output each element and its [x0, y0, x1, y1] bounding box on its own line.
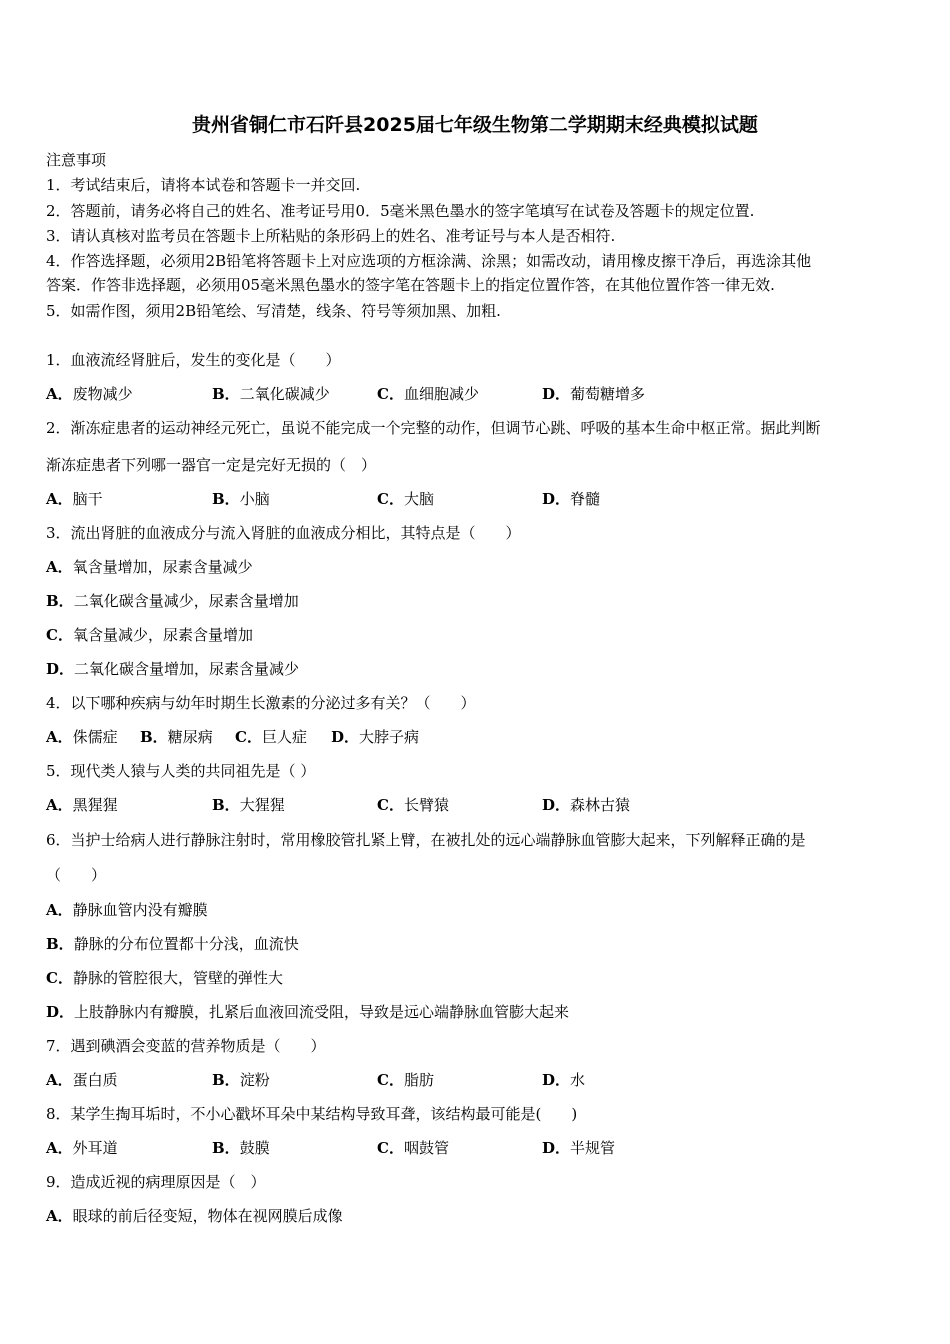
option-b: B．鼓膜	[212, 1139, 270, 1157]
option-c: C．氧含量减少，尿素含量增加	[46, 626, 253, 644]
question-stem: 8．某学生掏耳垢时，不小心戳坏耳朵中某结构导致耳聋，该结构最可能是( )	[46, 1105, 578, 1123]
question-stem: 7．遇到碘酒会变蓝的营养物质是（ ）	[46, 1037, 326, 1055]
notice-item: 1．考试结束后，请将本试卷和答题卡一并交回.	[46, 176, 361, 194]
option-d: D．半规管	[542, 1139, 616, 1157]
notice-heading: 注意事项	[46, 151, 107, 169]
option-a: A．黑猩猩	[46, 796, 118, 814]
question-stem: 6．当护士给病人进行静脉注射时，常用橡胶管扎紧上臂，在被扎处的远心端静脉血管膨大起来，下列解释正确的是	[46, 831, 806, 849]
option-b: B．二氧化碳含量减少，尿素含量增加	[46, 592, 299, 610]
question-stem-continued: 渐冻症患者下列哪一器官一定是完好无损的（ ）	[46, 456, 377, 474]
option-c: C．咽鼓管	[377, 1139, 449, 1157]
option-d: D．森林古猿	[542, 796, 631, 814]
notice-item: 5．如需作图，须用2B铅笔绘、写清楚，线条、符号等须加黑、加粗.	[46, 302, 501, 320]
option-a: A．眼球的前后径变短，物体在视网膜后成像	[46, 1207, 343, 1225]
option-a: A．脑干	[46, 490, 103, 508]
option-a: A．外耳道	[46, 1139, 118, 1157]
option-a: A．静脉血管内没有瓣膜	[46, 901, 208, 919]
question-stem: 2．渐冻症患者的运动神经元死亡，虽说不能完成一个完整的动作，但调节心跳、呼吸的基本生命中枢正常。据此判断	[46, 419, 821, 437]
option-d: D．二氧化碳含量增加，尿素含量减少	[46, 660, 300, 678]
option-b: B．糖尿病	[140, 728, 213, 746]
option-c: C．长臂猿	[377, 796, 449, 814]
option-a: A．废物减少	[46, 385, 133, 403]
option-a: A．侏儒症	[46, 728, 118, 746]
question-stem: 9．造成近视的病理原因是（ ）	[46, 1173, 266, 1191]
option-b: B．静脉的分布位置都十分浅，血流快	[46, 935, 299, 953]
option-a: A．蛋白质	[46, 1071, 118, 1089]
option-d: D．葡萄糖增多	[542, 385, 646, 403]
question-stem: 1．血液流经肾脏后，发生的变化是（ ）	[46, 351, 341, 369]
option-b: B．大猩猩	[212, 796, 285, 814]
question-stem-continued: （ ）	[46, 866, 107, 884]
option-c: C．巨人症	[235, 728, 307, 746]
question-stem: 3．流出肾脏的血液成分与流入肾脏的血液成分相比，其特点是（ ）	[46, 524, 521, 542]
option-b: B．淀粉	[212, 1071, 270, 1089]
option-d: D．大脖子病	[331, 728, 420, 746]
question-stem: 5．现代类人猿与人类的共同祖先是（ ）	[46, 762, 316, 780]
notice-item: 答案．作答非选择题，必须用05毫米黑色墨水的签字笔在答题卡上的指定位置作答，在其他位置作答一律无效.	[46, 276, 775, 294]
question-stem: 4．以下哪种疾病与幼年时期生长激素的分泌过多有关？（ ）	[46, 694, 476, 712]
option-d: D．上肢静脉内有瓣膜，扎紧后血液回流受阻，导致是远心端静脉血管膨大起来	[46, 1003, 570, 1021]
notice-item: 4．作答选择题，必须用2B铅笔将答题卡上对应选项的方框涂满、涂黑；如需改动，请用橡皮擦干净后，再选涂其他	[46, 252, 812, 270]
option-c: C．脂肪	[377, 1071, 434, 1089]
option-d: D．水	[542, 1071, 586, 1089]
option-d: D．脊髓	[542, 490, 601, 508]
option-c: C．静脉的管腔很大，管壁的弹性大	[46, 969, 283, 987]
notice-item: 2．答题前，请务必将自己的姓名、准考证号用0．5毫米黑色墨水的签字笔填写在试卷及答题卡的规定位置.	[46, 202, 755, 220]
option-a: A．氧含量增加，尿素含量减少	[46, 558, 253, 576]
notice-item: 3．请认真核对监考员在答题卡上所粘贴的条形码上的姓名、准考证号与本人是否相符.	[46, 227, 616, 245]
option-c: C．大脑	[377, 490, 434, 508]
option-b: B．小脑	[212, 490, 270, 508]
page-title: 贵州省铜仁市石阡县2025届七年级生物第二学期期末经典模拟试题	[192, 114, 758, 136]
option-b: B．二氧化碳减少	[212, 385, 330, 403]
option-c: C．血细胞减少	[377, 385, 479, 403]
